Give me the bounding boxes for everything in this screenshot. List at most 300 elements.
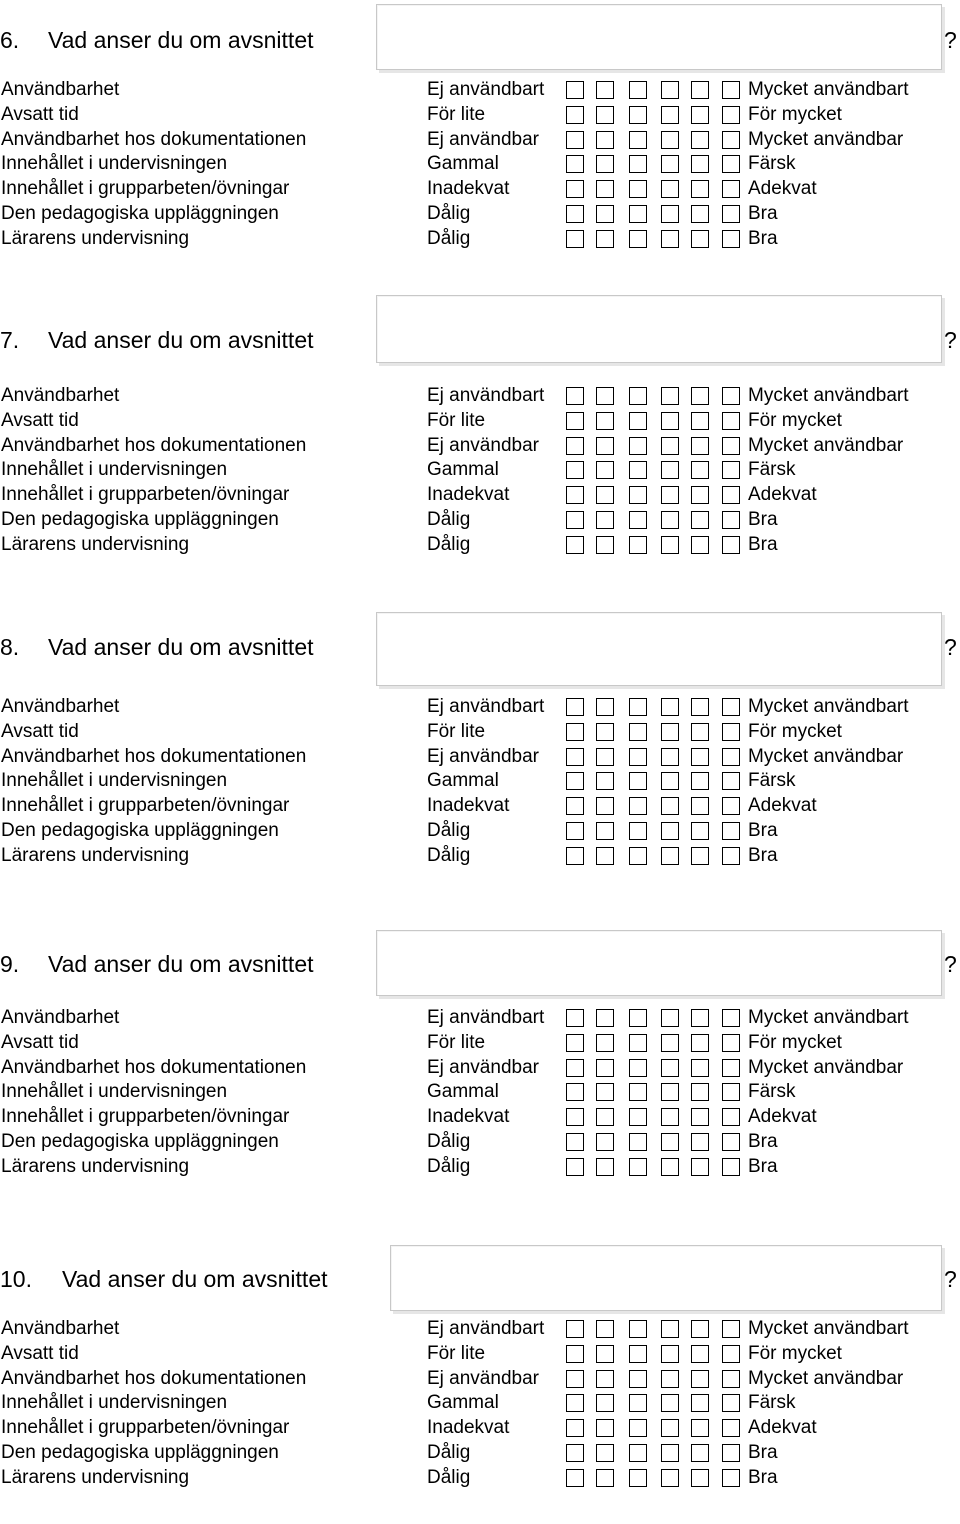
rating-checkbox-6[interactable] — [722, 131, 740, 149]
rating-checkbox-5[interactable] — [691, 1469, 709, 1487]
rating-checkbox-3[interactable] — [629, 822, 647, 840]
rating-checkbox-4[interactable] — [661, 536, 679, 554]
rating-checkbox-5[interactable] — [691, 1394, 709, 1412]
question-text: Vad anser du om avsnittet — [48, 327, 314, 353]
rating-checkbox-6[interactable] — [722, 1158, 740, 1176]
rating-row — [0, 745, 960, 770]
rating-checkbox-1[interactable] — [566, 387, 584, 405]
rating-checkbox-3[interactable] — [629, 205, 647, 223]
rating-checkbox-1[interactable] — [566, 106, 584, 124]
scale-high-label: Adekvat — [748, 178, 817, 200]
criterion-label: Den pedagogiska uppläggningen — [1, 1130, 279, 1152]
rating-checkbox-6[interactable] — [722, 81, 740, 99]
rating-checkbox-6[interactable] — [722, 1059, 740, 1077]
rating-checkbox-1[interactable] — [566, 1469, 584, 1487]
rating-checkbox-4[interactable] — [661, 772, 679, 790]
rating-checkbox-4[interactable] — [661, 1158, 679, 1176]
section-name-field[interactable] — [376, 4, 942, 70]
scale-low-label: Ej användbart — [427, 1007, 545, 1028]
rating-rows — [0, 1317, 960, 1491]
rating-checkbox-1[interactable] — [566, 230, 584, 248]
scale-high-label: För mycket — [748, 1031, 842, 1053]
rating-checkbox-1[interactable] — [566, 698, 584, 716]
rating-checkbox-4[interactable] — [661, 1108, 679, 1126]
rating-checkbox-5[interactable] — [691, 748, 709, 766]
rating-checkbox-3[interactable] — [629, 461, 647, 479]
rating-checkbox-2[interactable] — [596, 797, 614, 815]
rating-checkbox-4[interactable] — [661, 155, 679, 173]
rating-checkbox-6[interactable] — [722, 437, 740, 455]
rating-checkbox-1[interactable] — [566, 131, 584, 149]
rating-checkbox-3[interactable] — [629, 847, 647, 865]
scale-low-label: För lite — [427, 409, 486, 431]
rating-checkbox-5[interactable] — [691, 1444, 709, 1462]
question-header — [0, 611, 960, 683]
rating-checkbox-1[interactable] — [566, 1133, 584, 1151]
question-mark: ? — [944, 27, 957, 53]
rating-checkbox-3[interactable] — [629, 131, 647, 149]
rating-checkbox-2[interactable] — [596, 387, 614, 405]
rating-checkbox-5[interactable] — [691, 1370, 709, 1388]
rating-checkbox-5[interactable] — [691, 412, 709, 430]
rating-checkbox-2[interactable] — [596, 772, 614, 790]
rating-checkbox-6[interactable] — [722, 1394, 740, 1412]
rating-checkbox-1[interactable] — [566, 1419, 584, 1437]
rating-checkbox-6[interactable] — [722, 155, 740, 173]
rating-row — [0, 819, 960, 844]
criterion-label: Användbarhet — [1, 79, 120, 100]
evaluation-section — [0, 929, 960, 1209]
rating-checkbox-2[interactable] — [596, 1158, 614, 1176]
rating-checkbox-3[interactable] — [629, 511, 647, 529]
rating-checkbox-5[interactable] — [691, 847, 709, 865]
scale-high-label: För mycket — [748, 409, 842, 431]
rating-checkbox-6[interactable] — [722, 1083, 740, 1101]
rating-checkbox-5[interactable] — [691, 723, 709, 741]
rating-checkbox-6[interactable] — [722, 1419, 740, 1437]
scale-high-label: Bra — [748, 1155, 778, 1177]
rating-checkbox-4[interactable] — [661, 437, 679, 455]
rating-checkbox-4[interactable] — [661, 698, 679, 716]
rating-checkbox-3[interactable] — [629, 1370, 647, 1388]
criterion-label: Användbarhet hos dokumentationen — [1, 745, 307, 767]
rating-checkbox-1[interactable] — [566, 536, 584, 554]
question-header — [0, 0, 960, 72]
section-name-field[interactable] — [390, 1245, 942, 1311]
rating-checkbox-2[interactable] — [596, 230, 614, 248]
rating-checkbox-1[interactable] — [566, 205, 584, 223]
rating-checkbox-1[interactable] — [566, 822, 584, 840]
criterion-label: Innehållet i grupparbeten/övningar — [1, 1417, 290, 1439]
rating-checkbox-3[interactable] — [629, 230, 647, 248]
rating-checkbox-6[interactable] — [722, 1320, 740, 1338]
criterion-label: Innehållet i grupparbeten/övningar — [1, 795, 290, 817]
rating-checkbox-6[interactable] — [722, 822, 740, 840]
scale-high-label: För mycket — [748, 103, 842, 125]
rating-checkbox-6[interactable] — [722, 205, 740, 223]
rating-checkbox-6[interactable] — [722, 698, 740, 716]
rating-checkbox-4[interactable] — [661, 748, 679, 766]
rating-checkbox-5[interactable] — [691, 1108, 709, 1126]
rating-rows — [0, 1006, 960, 1180]
rating-checkbox-2[interactable] — [596, 1370, 614, 1388]
rating-checkbox-6[interactable] — [722, 486, 740, 504]
rating-checkbox-3[interactable] — [629, 536, 647, 554]
rating-checkbox-6[interactable] — [722, 797, 740, 815]
rating-checkbox-3[interactable] — [629, 1083, 647, 1101]
rating-row — [0, 1031, 960, 1056]
rating-checkbox-4[interactable] — [661, 1419, 679, 1437]
criterion-label: Användbarhet hos dokumentationen — [1, 434, 307, 456]
rating-checkbox-3[interactable] — [629, 1158, 647, 1176]
scale-low-label: Inadekvat — [427, 795, 510, 817]
rating-checkbox-2[interactable] — [596, 1034, 614, 1052]
criterion-label: Lärarens undervisning — [1, 533, 190, 555]
rating-checkbox-4[interactable] — [661, 1133, 679, 1151]
rating-row — [0, 483, 960, 508]
rating-checkbox-2[interactable] — [596, 205, 614, 223]
rating-checkbox-4[interactable] — [661, 1345, 679, 1363]
rating-checkbox-3[interactable] — [629, 1469, 647, 1487]
rating-checkbox-6[interactable] — [722, 723, 740, 741]
rating-checkbox-4[interactable] — [661, 1083, 679, 1101]
rating-checkbox-1[interactable] — [566, 797, 584, 815]
rating-checkbox-5[interactable] — [691, 1345, 709, 1363]
rating-checkbox-5[interactable] — [691, 1059, 709, 1077]
rating-checkbox-1[interactable] — [566, 81, 584, 99]
scale-low-label: Ej användbart — [427, 79, 545, 100]
rating-checkbox-4[interactable] — [661, 230, 679, 248]
rating-checkbox-2[interactable] — [596, 1320, 614, 1338]
rating-checkbox-4[interactable] — [661, 1444, 679, 1462]
rating-checkbox-1[interactable] — [566, 1083, 584, 1101]
rating-checkbox-4[interactable] — [661, 81, 679, 99]
rating-checkbox-5[interactable] — [691, 698, 709, 716]
rating-checkbox-5[interactable] — [691, 205, 709, 223]
scale-high-label: Bra — [748, 1466, 778, 1488]
rating-checkbox-2[interactable] — [596, 486, 614, 504]
rating-row — [0, 695, 960, 720]
rating-checkbox-4[interactable] — [661, 1469, 679, 1487]
rating-rows — [0, 78, 960, 252]
scale-high-label: Färsk — [748, 1081, 796, 1103]
rating-row — [0, 1441, 960, 1466]
rating-row — [0, 1391, 960, 1416]
rating-checkbox-4[interactable] — [661, 486, 679, 504]
rating-checkbox-6[interactable] — [722, 1034, 740, 1052]
scale-low-label: För lite — [427, 720, 486, 742]
rating-checkbox-3[interactable] — [629, 1444, 647, 1462]
rating-checkbox-3[interactable] — [629, 486, 647, 504]
rating-checkbox-5[interactable] — [691, 230, 709, 248]
rating-checkbox-5[interactable] — [691, 437, 709, 455]
rating-checkbox-2[interactable] — [596, 106, 614, 124]
rating-checkbox-5[interactable] — [691, 461, 709, 479]
rating-checkbox-3[interactable] — [629, 1345, 647, 1363]
rating-checkbox-2[interactable] — [596, 180, 614, 198]
rating-checkbox-1[interactable] — [566, 1034, 584, 1052]
rating-checkbox-1[interactable] — [566, 723, 584, 741]
scale-low-label: Dålig — [427, 844, 471, 866]
rating-checkbox-6[interactable] — [722, 1108, 740, 1126]
criterion-label: Användbarhet hos dokumentationen — [1, 128, 307, 150]
rating-checkbox-6[interactable] — [722, 536, 740, 554]
rating-checkbox-5[interactable] — [691, 822, 709, 840]
rating-checkbox-1[interactable] — [566, 461, 584, 479]
rating-checkbox-2[interactable] — [596, 723, 614, 741]
scale-low-label: Ej användbart — [427, 385, 545, 406]
section-name-field[interactable] — [376, 612, 942, 686]
rating-checkbox-3[interactable] — [629, 1320, 647, 1338]
rating-checkbox-2[interactable] — [596, 1394, 614, 1412]
scale-high-label: Mycket användbart — [748, 1318, 909, 1339]
criterion-label: Den pedagogiska uppläggningen — [1, 819, 279, 841]
rating-checkbox-6[interactable] — [722, 461, 740, 479]
rating-checkbox-2[interactable] — [596, 461, 614, 479]
question-header — [0, 929, 960, 1001]
rating-checkbox-4[interactable] — [661, 180, 679, 198]
rating-checkbox-5[interactable] — [691, 155, 709, 173]
rating-checkbox-5[interactable] — [691, 1133, 709, 1151]
rating-checkbox-5[interactable] — [691, 1419, 709, 1437]
rating-checkbox-3[interactable] — [629, 412, 647, 430]
rating-checkbox-5[interactable] — [691, 1320, 709, 1338]
rating-checkbox-4[interactable] — [661, 412, 679, 430]
scale-low-label: Inadekvat — [427, 1106, 510, 1128]
scale-high-label: Färsk — [748, 153, 796, 175]
scale-low-label: Gammal — [427, 153, 499, 175]
rating-checkbox-2[interactable] — [596, 155, 614, 173]
rating-checkbox-1[interactable] — [566, 1320, 584, 1338]
rating-checkbox-6[interactable] — [722, 1133, 740, 1151]
rating-checkbox-5[interactable] — [691, 486, 709, 504]
rating-checkbox-1[interactable] — [566, 412, 584, 430]
rating-checkbox-1[interactable] — [566, 1370, 584, 1388]
rating-checkbox-3[interactable] — [629, 180, 647, 198]
criterion-label: Innehållet i undervisningen — [1, 1392, 228, 1414]
rating-checkbox-4[interactable] — [661, 106, 679, 124]
rating-checkbox-4[interactable] — [661, 461, 679, 479]
rating-checkbox-3[interactable] — [629, 797, 647, 815]
rating-checkbox-1[interactable] — [566, 748, 584, 766]
criterion-label: Avsatt tid — [1, 720, 79, 742]
rating-checkbox-3[interactable] — [629, 106, 647, 124]
scale-low-label: Ej användbart — [427, 696, 545, 717]
rating-checkbox-6[interactable] — [722, 1009, 740, 1027]
rating-checkbox-6[interactable] — [722, 847, 740, 865]
rating-checkbox-6[interactable] — [722, 180, 740, 198]
rating-checkbox-3[interactable] — [629, 698, 647, 716]
rating-row — [0, 152, 960, 177]
rating-checkbox-5[interactable] — [691, 81, 709, 99]
rating-checkbox-2[interactable] — [596, 511, 614, 529]
scale-high-label: Mycket användbar — [748, 434, 904, 456]
rating-checkbox-3[interactable] — [629, 1034, 647, 1052]
rating-checkbox-4[interactable] — [661, 131, 679, 149]
rating-checkbox-2[interactable] — [596, 1469, 614, 1487]
scale-high-label: Mycket användbar — [748, 745, 904, 767]
rating-checkbox-4[interactable] — [661, 1320, 679, 1338]
rating-checkbox-1[interactable] — [566, 1059, 584, 1077]
rating-checkbox-6[interactable] — [722, 412, 740, 430]
rating-checkbox-3[interactable] — [629, 81, 647, 99]
rating-row — [0, 1317, 960, 1342]
rating-checkbox-6[interactable] — [722, 1345, 740, 1363]
rating-checkbox-4[interactable] — [661, 387, 679, 405]
evaluation-section — [0, 1244, 960, 1524]
scale-high-label: Adekvat — [748, 1417, 817, 1439]
rating-checkbox-1[interactable] — [566, 1009, 584, 1027]
rating-checkbox-5[interactable] — [691, 1009, 709, 1027]
rating-checkbox-2[interactable] — [596, 1133, 614, 1151]
criterion-label: Användbarhet — [1, 696, 120, 717]
rating-checkbox-5[interactable] — [691, 106, 709, 124]
rating-checkbox-1[interactable] — [566, 155, 584, 173]
rating-row — [0, 720, 960, 745]
rating-checkbox-2[interactable] — [596, 81, 614, 99]
rating-checkbox-3[interactable] — [629, 772, 647, 790]
question-text: Vad anser du om avsnittet — [48, 951, 314, 977]
section-name-field[interactable] — [376, 295, 942, 363]
rating-row — [0, 202, 960, 227]
question-mark: ? — [944, 1266, 957, 1292]
question-number: 7. — [0, 327, 20, 353]
rating-checkbox-2[interactable] — [596, 698, 614, 716]
rating-checkbox-4[interactable] — [661, 847, 679, 865]
rating-checkbox-5[interactable] — [691, 131, 709, 149]
rating-checkbox-2[interactable] — [596, 1009, 614, 1027]
rating-checkbox-6[interactable] — [722, 387, 740, 405]
rating-checkbox-3[interactable] — [629, 437, 647, 455]
rating-checkbox-4[interactable] — [661, 1009, 679, 1027]
rating-checkbox-6[interactable] — [722, 1469, 740, 1487]
rating-checkbox-2[interactable] — [596, 748, 614, 766]
rating-checkbox-4[interactable] — [661, 797, 679, 815]
rating-row — [0, 1367, 960, 1392]
rating-checkbox-3[interactable] — [629, 1059, 647, 1077]
rating-checkbox-1[interactable] — [566, 1108, 584, 1126]
scale-low-label: Ej användbar — [427, 434, 539, 456]
rating-checkbox-4[interactable] — [661, 511, 679, 529]
rating-checkbox-5[interactable] — [691, 1158, 709, 1176]
rating-checkbox-2[interactable] — [596, 1345, 614, 1363]
rating-checkbox-3[interactable] — [629, 1009, 647, 1027]
rating-checkbox-3[interactable] — [629, 1394, 647, 1412]
rating-checkbox-5[interactable] — [691, 180, 709, 198]
rating-checkbox-2[interactable] — [596, 1083, 614, 1101]
rating-checkbox-5[interactable] — [691, 536, 709, 554]
rating-checkbox-5[interactable] — [691, 1034, 709, 1052]
rating-checkbox-4[interactable] — [661, 723, 679, 741]
rating-checkbox-1[interactable] — [566, 772, 584, 790]
rating-checkbox-6[interactable] — [722, 1370, 740, 1388]
rating-checkbox-6[interactable] — [722, 1444, 740, 1462]
scale-low-label: Ej användbar — [427, 128, 539, 150]
rating-row — [0, 1130, 960, 1155]
scale-high-label: För mycket — [748, 1342, 842, 1364]
rating-checkbox-5[interactable] — [691, 387, 709, 405]
rating-checkbox-1[interactable] — [566, 847, 584, 865]
scale-low-label: Ej användbart — [427, 1318, 545, 1339]
rating-checkbox-1[interactable] — [566, 1394, 584, 1412]
criterion-label: Avsatt tid — [1, 1342, 79, 1364]
rating-checkbox-3[interactable] — [629, 1133, 647, 1151]
rating-checkbox-2[interactable] — [596, 1444, 614, 1462]
rating-row — [0, 1466, 960, 1491]
scale-high-label: Färsk — [748, 770, 796, 792]
rating-checkbox-2[interactable] — [596, 1108, 614, 1126]
rating-checkbox-5[interactable] — [691, 797, 709, 815]
rating-checkbox-3[interactable] — [629, 723, 647, 741]
scale-low-label: För lite — [427, 103, 486, 125]
scale-low-label: För lite — [427, 1342, 486, 1364]
criterion-label: Användbarhet — [1, 1007, 120, 1028]
scale-high-label: Bra — [748, 1441, 778, 1463]
rating-checkbox-5[interactable] — [691, 772, 709, 790]
rating-checkbox-2[interactable] — [596, 822, 614, 840]
rating-checkbox-4[interactable] — [661, 1394, 679, 1412]
rating-checkbox-2[interactable] — [596, 412, 614, 430]
rating-checkbox-1[interactable] — [566, 511, 584, 529]
rating-checkbox-3[interactable] — [629, 1419, 647, 1437]
scale-low-label: Ej användbar — [427, 1056, 539, 1078]
rating-checkbox-4[interactable] — [661, 205, 679, 223]
rating-checkbox-5[interactable] — [691, 511, 709, 529]
rating-checkbox-4[interactable] — [661, 1059, 679, 1077]
rating-checkbox-3[interactable] — [629, 748, 647, 766]
question-number: 10. — [0, 1266, 32, 1292]
rating-checkbox-6[interactable] — [722, 511, 740, 529]
rating-checkbox-2[interactable] — [596, 1419, 614, 1437]
rating-checkbox-1[interactable] — [566, 180, 584, 198]
rating-checkbox-1[interactable] — [566, 1444, 584, 1462]
rating-checkbox-2[interactable] — [596, 131, 614, 149]
rating-checkbox-4[interactable] — [661, 1034, 679, 1052]
scale-low-label: Ej användbar — [427, 1367, 539, 1389]
criterion-label: Användbarhet hos dokumentationen — [1, 1056, 307, 1078]
rating-checkbox-2[interactable] — [596, 1059, 614, 1077]
rating-checkbox-3[interactable] — [629, 387, 647, 405]
rating-checkbox-4[interactable] — [661, 822, 679, 840]
rating-checkbox-3[interactable] — [629, 155, 647, 173]
criterion-label: Den pedagogiska uppläggningen — [1, 202, 279, 224]
rating-checkbox-2[interactable] — [596, 437, 614, 455]
criterion-label: Innehållet i undervisningen — [1, 459, 228, 481]
scale-low-label: Dålig — [427, 1441, 471, 1463]
rating-checkbox-5[interactable] — [691, 1083, 709, 1101]
rating-checkbox-3[interactable] — [629, 1108, 647, 1126]
criterion-label: Användbarhet hos dokumentationen — [1, 1367, 307, 1389]
rating-checkbox-6[interactable] — [722, 106, 740, 124]
criterion-label: Avsatt tid — [1, 1031, 79, 1053]
rating-checkbox-6[interactable] — [722, 230, 740, 248]
criterion-label: Innehållet i grupparbeten/övningar — [1, 178, 290, 200]
rating-checkbox-6[interactable] — [722, 772, 740, 790]
rating-checkbox-2[interactable] — [596, 847, 614, 865]
rating-checkbox-2[interactable] — [596, 536, 614, 554]
section-name-field[interactable] — [376, 930, 942, 996]
rating-checkbox-4[interactable] — [661, 1370, 679, 1388]
rating-checkbox-1[interactable] — [566, 1158, 584, 1176]
question-mark: ? — [944, 951, 957, 977]
rating-checkbox-1[interactable] — [566, 486, 584, 504]
rating-checkbox-1[interactable] — [566, 437, 584, 455]
rating-row — [0, 844, 960, 869]
scale-high-label: Bra — [748, 1130, 778, 1152]
rating-checkbox-6[interactable] — [722, 748, 740, 766]
rating-checkbox-1[interactable] — [566, 1345, 584, 1363]
rating-row — [0, 434, 960, 459]
